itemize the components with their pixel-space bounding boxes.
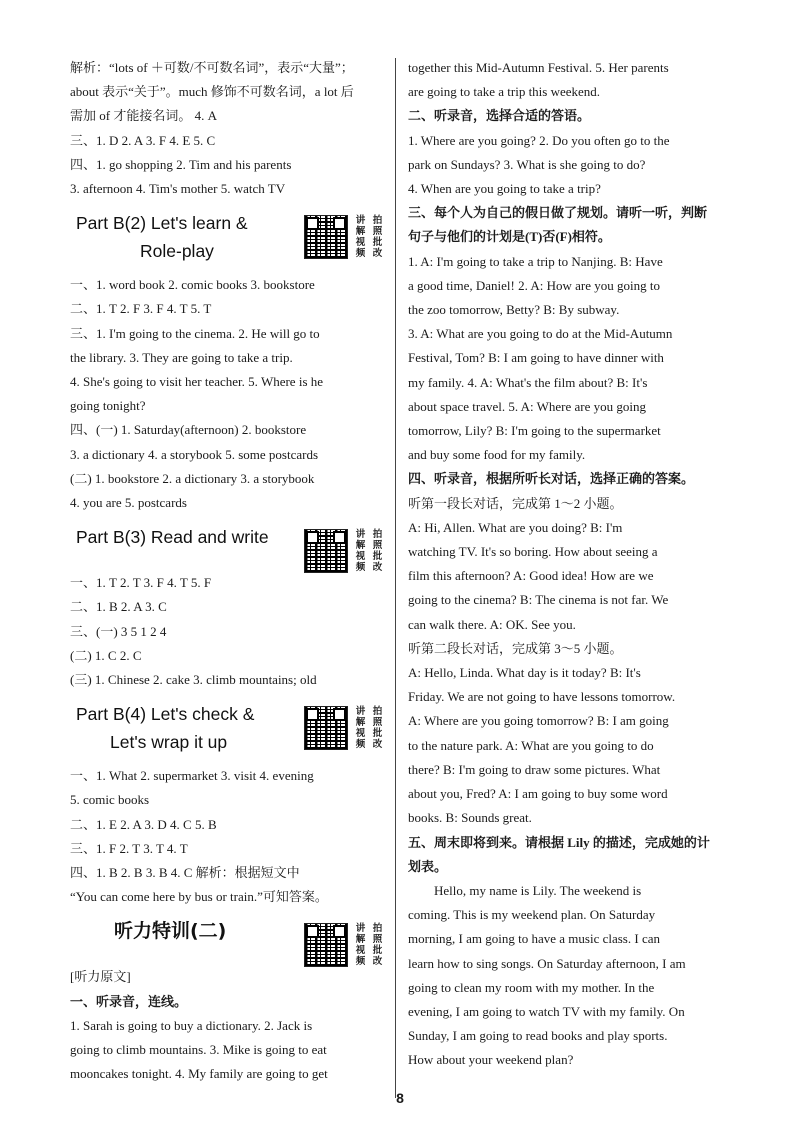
text-line: 1. A: I'm going to take a trip to Nanjing. B: Have (408, 253, 663, 269)
text-line: 3. afternoon 4. Tim's mother 5. watch TV (70, 181, 286, 197)
qr-code-icon (304, 923, 348, 967)
qr-label-char: 改 (372, 739, 383, 751)
question-heading: 句子与他们的计划是(T)否(F)相符。 (408, 229, 611, 245)
section-subtitle: Let's wrap it up (110, 732, 228, 753)
text-line: evening, I am going to watch TV with my family. On (408, 1003, 685, 1019)
qr-label-char: 解 (355, 717, 366, 729)
text-line: watching TV. It's so boring. How about seeing a (408, 544, 658, 560)
question-heading: 三、每个人为自己的假日做了规划。请听一听，判断 (408, 205, 708, 221)
text-line: a good time, Daniel! 2. A: How are you going to (408, 277, 661, 293)
right-column (408, 56, 762, 1073)
text-line: about you, Fred? A: I am going to buy some word (408, 786, 668, 802)
question-heading: 四、听录音，根据所听长对话，选择正确的答案。 (408, 471, 695, 487)
answer-block-intro (70, 56, 386, 201)
answer-block-part-b4 (70, 764, 386, 909)
text-line: Hello, my name is Lily. The weekend is (434, 882, 642, 898)
text-line: Festival, Tom? B: I am going to have dinner with (408, 350, 664, 366)
text-line: tomorrow, Lily? B: I'm going to the supermarket (408, 423, 661, 439)
text-line: going tonight? (70, 398, 146, 414)
qr-code-icon (304, 706, 348, 750)
transcript-block (70, 1014, 386, 1087)
text-line: 1. Where are you going? 2. Do you often go to the (408, 132, 670, 148)
qr-label (352, 706, 386, 750)
text-line: 3. a dictionary 4. a storybook 5. some postcards (70, 446, 319, 462)
qr-code-link[interactable] (304, 211, 386, 263)
text-line: coming. This is my weekend plan. On Saturday (408, 907, 656, 923)
text-line: 一、1. What 2. supermarket 3. visit 4. evening (70, 768, 314, 784)
text-line: about 表示“关于”。much 修饰不可数名词，a lot 后 (70, 84, 354, 100)
qr-label-char: 解 (355, 226, 366, 238)
qr-code-link[interactable] (304, 525, 386, 577)
qr-label-char: 拍 (372, 923, 383, 935)
text-line: How about your weekend plan? (408, 1052, 574, 1068)
qr-label (352, 215, 386, 259)
qr-label-char: 照 (372, 540, 383, 552)
text-line: Sunday, I am going to read books and play sports. (408, 1028, 668, 1044)
qr-label-char: 视 (355, 728, 366, 740)
text-line: to the nature park. A: What are you going to do (408, 737, 654, 753)
qr-label-char: 讲 (355, 923, 366, 935)
section-part-b2 (70, 209, 386, 267)
qr-label-char: 频 (355, 248, 366, 260)
transcript-subheading: 一、听录音，连线。 (70, 993, 188, 1009)
transcript-heading: [听力原文] (70, 969, 131, 985)
question-heading: 划表。 (408, 858, 448, 874)
qr-label-char: 批 (372, 728, 383, 740)
text-line: books. B: Sounds great. (408, 810, 532, 826)
text-line: my family. 4. A: What's the film about? B: It's (408, 374, 648, 390)
qr-label-char: 改 (372, 562, 383, 574)
text-line: 三、1. D 2. A 3. F 4. E 5. C (70, 132, 216, 148)
section-title: Part B(2) Let's learn & (76, 213, 248, 234)
text-line: 5. comic books (70, 792, 150, 808)
text-line: morning, I am going to have a music class. I can (408, 931, 660, 947)
qr-label-char: 频 (355, 956, 366, 968)
qr-label-char: 讲 (355, 215, 366, 227)
page-number: 8 (396, 1090, 404, 1106)
section-part-b3 (70, 523, 386, 574)
answer-block-part-b3 (70, 571, 386, 692)
text-line: 四、1. B 2. B 3. B 4. C 解析：根据短文中 (70, 865, 300, 881)
text-line: 听第二段长对话，完成第 3～5 小题。 (408, 640, 623, 656)
column-divider (395, 58, 396, 1098)
section-listening-training (70, 917, 386, 968)
text-line: 3. A: What are you going to do at the Mid-Autumn (408, 326, 673, 342)
section-part-b4 (70, 700, 386, 758)
qr-label-char: 拍 (372, 529, 383, 541)
text-line: 二、1. T 2. F 3. F 4. T 5. T (70, 301, 212, 317)
qr-label-char: 讲 (355, 706, 366, 718)
text-line: going to climb mountains. 3. Mike is going to eat (70, 1042, 327, 1058)
qr-label-char: 照 (372, 226, 383, 238)
qr-label-char: 视 (355, 945, 366, 957)
text-line: 4. When are you going to take a trip? (408, 181, 601, 197)
qr-label-char: 拍 (372, 706, 383, 718)
qr-label-char: 批 (372, 237, 383, 249)
text-line: (二) 1. C 2. C (70, 647, 142, 663)
text-line: 需加 of 才能接名词。 4. A (70, 108, 217, 124)
text-line: 三、(一) 3 5 1 2 4 (70, 623, 167, 639)
text-line: 二、1. B 2. A 3. C (70, 599, 167, 615)
text-line: can walk there. A: OK. See you. (408, 616, 576, 632)
text-line: 解析：“lots of ＋可数/不可数名词”，表示“大量”； (70, 60, 354, 75)
qr-label-char: 拍 (372, 215, 383, 227)
text-line: 4. you are 5. postcards (70, 495, 187, 511)
qr-label (352, 529, 386, 573)
text-line: film this afternoon? A: Good idea! How are we (408, 568, 654, 584)
text-line: and buy some food for my family. (408, 447, 586, 463)
text-line: (二) 1. bookstore 2. a dictionary 3. a storybook (70, 470, 315, 486)
qr-label-char: 解 (355, 934, 366, 946)
text-line: “You can come here by bus or train.”可知答案。 (70, 889, 328, 905)
qr-label-char: 视 (355, 551, 366, 563)
text-line: 1. Sarah is going to buy a dictionary. 2. Jack is (70, 1017, 313, 1033)
text-line: (三) 1. Chinese 2. cake 3. climb mountains; old (70, 672, 317, 688)
text-line: together this Mid-Autumn Festival. 5. Her parents (408, 60, 669, 75)
question-heading: 五、周末即将到来。请根据 Lily 的描述，完成她的计 (408, 834, 710, 850)
text-line: 4. She's going to visit her teacher. 5. Where is he (70, 374, 324, 390)
qr-code-link[interactable] (304, 702, 386, 754)
text-line: going to clean my room with my mother. In the (408, 979, 655, 995)
qr-label-char: 改 (372, 956, 383, 968)
text-line: 二、1. E 2. A 3. D 4. C 5. B (70, 816, 217, 832)
text-line: learn how to sing songs. On Saturday afternoon, I am (408, 955, 686, 971)
text-line: Friday. We are not going to have lessons tomorrow. (408, 689, 676, 705)
text-line: the zoo tomorrow, Betty? B: By subway. (408, 302, 620, 318)
section-subtitle: Role-play (140, 241, 214, 262)
section-title: 听力特训(二) (114, 920, 227, 943)
text-line: there? B: I'm going to draw some pictures. What (408, 761, 661, 777)
text-line: A: Hello, Linda. What day is it today? B: It's (408, 665, 641, 681)
text-line: 三、1. F 2. T 3. T 4. T (70, 840, 188, 856)
text-line: 一、1. T 2. T 3. F 4. T 5. F (70, 575, 212, 591)
section-title: Part B(3) Read and write (76, 527, 269, 548)
qr-code-icon (304, 215, 348, 259)
text-line: going to the cinema? B: The cinema is not far. We (408, 592, 669, 608)
qr-label-char: 解 (355, 540, 366, 552)
qr-label-char: 批 (372, 551, 383, 563)
text-line: 听第一段长对话，完成第 1～2 小题。 (408, 495, 623, 511)
qr-label (352, 923, 386, 967)
qr-code-link[interactable] (304, 919, 386, 971)
text-line: 四、(一) 1. Saturday(afternoon) 2. bookstore (70, 422, 307, 438)
text-line: are going to take a trip this weekend. (408, 84, 601, 100)
left-column (70, 56, 386, 1087)
text-line: mooncakes tonight. 4. My family are going to get (70, 1066, 328, 1082)
text-line: 一、1. word book 2. comic books 3. bookstore (70, 277, 315, 293)
text-line: A: Where are you going tomorrow? B: I am going (408, 713, 669, 729)
text-line: park on Sundays? 3. What is she going to do? (408, 156, 646, 172)
text-line: 三、1. I'm going to the cinema. 2. He will go to (70, 325, 320, 341)
qr-label-char: 照 (372, 934, 383, 946)
qr-label-char: 照 (372, 717, 383, 729)
qr-label-char: 改 (372, 248, 383, 260)
qr-label-char: 讲 (355, 529, 366, 541)
section-title: Part B(4) Let's check & (76, 704, 255, 725)
qr-label-char: 频 (355, 739, 366, 751)
answer-block-part-b2 (70, 273, 386, 515)
qr-label-char: 批 (372, 945, 383, 957)
question-heading: 二、听录音，选择合适的答语。 (408, 108, 591, 124)
qr-code-icon (304, 529, 348, 573)
qr-label-char: 视 (355, 237, 366, 249)
text-line: A: Hi, Allen. What are you doing? B: I'm (408, 519, 623, 535)
text-line: 四、1. go shopping 2. Tim and his parents (70, 156, 292, 172)
text-line: about space travel. 5. A: Where are you going (408, 398, 647, 414)
text-line: the library. 3. They are going to take a trip. (70, 349, 293, 365)
qr-label-char: 频 (355, 562, 366, 574)
